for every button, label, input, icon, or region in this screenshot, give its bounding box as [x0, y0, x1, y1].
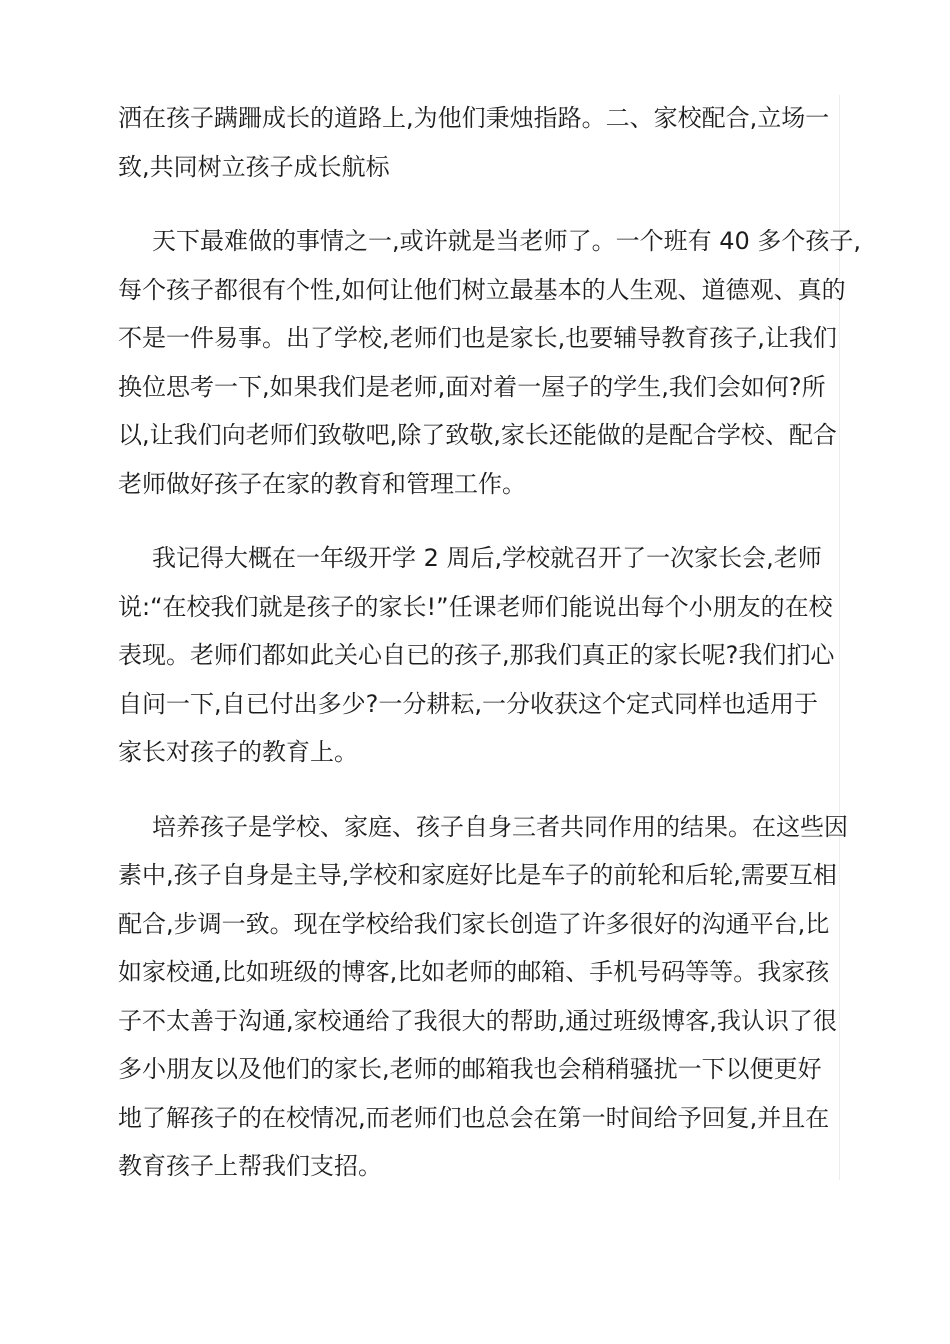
- paragraph: [118, 217, 862, 508]
- text-line: 配合,步调一致。现在学校给我们家长创造了许多很好的沟通平台,比: [118, 909, 830, 938]
- text-line: 每个孩子都很有个性,如何让他们树立最基本的人生观、道德观、真的: [118, 275, 846, 304]
- text-line: 表现。老师们都如此关心自已的孩子,那我们真正的家长呢?我们扪心: [118, 641, 835, 669]
- text-line: 素中,孩子自身是主导,学校和家庭好比是车子的前轮和后轮,需要互相: [118, 861, 837, 889]
- text-line: 子不太善于沟通,家校通给了我很大的帮助,通过班级博客,我认识了很: [118, 1006, 837, 1035]
- text-line: 培养孩子是学校、家庭、孩子自身三者共同作用的结果。在这些因: [152, 812, 848, 841]
- text-line: 多小朋友以及他们的家长,老师的邮箱我也会稍稍骚扰一下以便更好: [118, 1055, 822, 1083]
- text-line: 教育孩子上帮我们支招。: [118, 1152, 382, 1180]
- text-line: 天下最难做的事情之一,或许就是当老师了。一个班有 40 多个孩子,: [152, 227, 862, 255]
- document-body: [118, 94, 862, 1217]
- text-line: 地了解孩子的在校情况,而老师们也总会在第一时间给予回复,并且在: [118, 1103, 830, 1132]
- paragraph: [118, 803, 848, 1191]
- text-line: 自问一下,自已付出多少?一分耕耘,一分收获这个定式同样也适用于: [118, 689, 818, 718]
- text-line: 老师做好孩子在家的教育和管理工作。: [118, 469, 526, 498]
- text-line: 家长对孩子的教育上。: [118, 738, 358, 766]
- text-line: 以,让我们向老师们致敬吧,除了致敬,家长还能做的是配合学校、配合: [118, 421, 837, 449]
- text-line: 如家校通,比如班级的博客,比如老师的邮箱、手机号码等等。我家孩: [118, 958, 830, 986]
- text-line: 说:“在校我们就是孩子的家长!”任课老师们能说出每个小朋友的在校: [118, 592, 833, 621]
- paragraph: [118, 94, 843, 191]
- text-line: 洒在孩子蹒跚成长的道路上,为他们秉烛指路。二、家校配合,立场一: [118, 104, 830, 132]
- text-line: 我记得大概在一年级开学 2 周后,学校就召开了一次家长会,老师: [152, 544, 822, 572]
- text-line: 换位思考一下,如果我们是老师,面对着一屋子的学生,我们会如何?所: [118, 372, 826, 401]
- paragraph: [118, 534, 843, 777]
- text-line: 致,共同树立孩子成长航标: [118, 152, 390, 181]
- text-line: 不是一件易事。出了学校,老师们也是家长,也要辅导教育孩子,让我们: [118, 324, 837, 352]
